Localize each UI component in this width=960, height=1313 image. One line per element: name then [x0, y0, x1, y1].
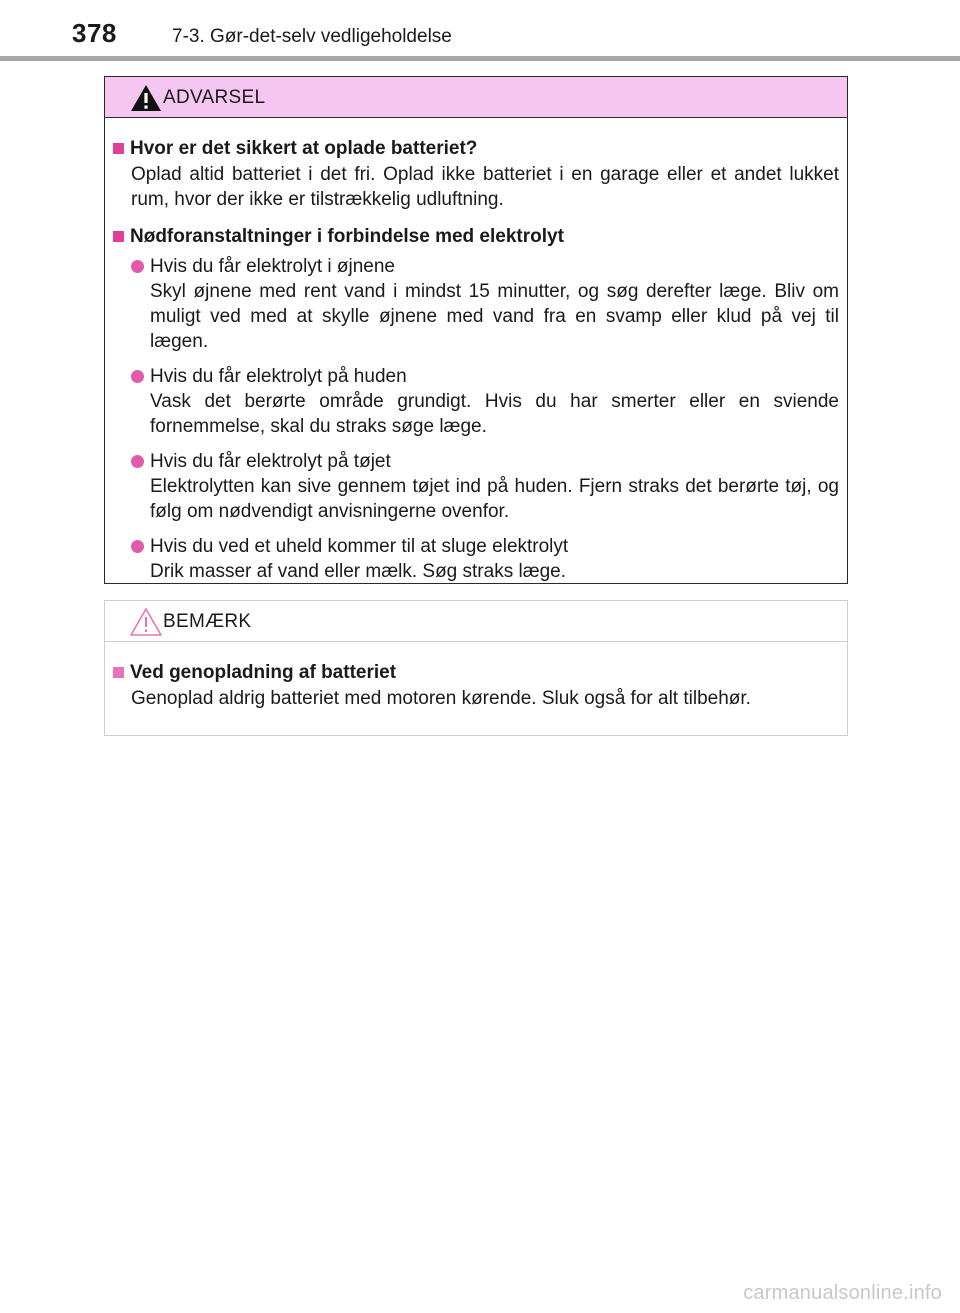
- circle-bullet-icon: [131, 540, 144, 553]
- list-item: [113, 534, 839, 584]
- section-paragraph: Genoplad aldrig batteriet med motoren kørende. Sluk også for alt tilbehør.: [131, 688, 751, 709]
- list-item-title: Hvis du får elektrolyt i øjnene: [150, 256, 395, 277]
- page-number: 378: [72, 18, 117, 48]
- list-item-text: Drik masser af vand eller mælk. Søg straks læge.: [150, 561, 567, 582]
- list-item: [113, 254, 839, 354]
- note-box-body: [105, 642, 847, 711]
- warning-box-header: [105, 77, 847, 118]
- circle-bullet-icon: [131, 370, 144, 383]
- list-item-title: Hvis du får elektrolyt på tøjet: [150, 451, 391, 472]
- notice-triangle-icon: [129, 607, 163, 637]
- circle-bullet-icon: [131, 455, 144, 468]
- list-item: [113, 364, 839, 439]
- warning-box-body: [105, 118, 847, 584]
- list-item: [113, 449, 839, 524]
- square-bullet-icon: [113, 667, 124, 678]
- section-heading: [113, 660, 839, 685]
- square-bullet-icon: [113, 143, 124, 154]
- note-box-header: [105, 601, 847, 642]
- square-bullet-icon: [113, 231, 124, 242]
- warning-triangle-icon: [129, 83, 163, 113]
- list-item-text: Elektrolytten kan sive gennem tøjet ind på huden. Fjern straks det berørte tøj, og følg om nødvendigt anvisningerne ovenfor.: [150, 476, 839, 522]
- list-item-text: Vask det berørte område grundigt. Hvis du har smerter eller en sviende fornemmelse, skal du straks søge læge.: [150, 391, 839, 437]
- section-heading: [113, 224, 839, 249]
- page-header: [0, 0, 960, 62]
- list-item-title: Hvis du ved et uheld kommer til at sluge elektrolyt: [150, 536, 569, 557]
- warning-label: ADVARSEL: [163, 87, 266, 108]
- section-heading-text: Ved genopladning af batteriet: [130, 662, 397, 683]
- note-box: [104, 600, 848, 736]
- section-title: 7-3. Gør-det-selv vedligeholdelse: [172, 26, 452, 47]
- list-item-title: Hvis du får elektrolyt på huden: [150, 366, 407, 387]
- circle-bullet-icon: [131, 260, 144, 273]
- section-heading-text: Nødforanstaltninger i forbindelse med elektrolyt: [130, 226, 564, 247]
- section-heading-text: Hvor er det sikkert at oplade batteriet?: [130, 138, 478, 159]
- watermark: carmanualsonline.info: [743, 1282, 942, 1304]
- list-item-text: Skyl øjnene med rent vand i mindst 15 minutter, og søg derefter læge. Bliv om muligt ved med at skylle øjnene med vand fra en svamp eller klud på vej til lægen.: [150, 281, 839, 352]
- section-heading: [113, 136, 839, 161]
- note-label: BEMÆRK: [163, 611, 252, 632]
- section-paragraph: Oplad altid batteriet i det fri. Oplad ikke batteriet i en garage eller et andet lukket rum, hvor der ikke er tilstrækkelig udluftning.: [131, 164, 839, 210]
- header-rule: [0, 56, 960, 61]
- warning-box: [104, 76, 848, 584]
